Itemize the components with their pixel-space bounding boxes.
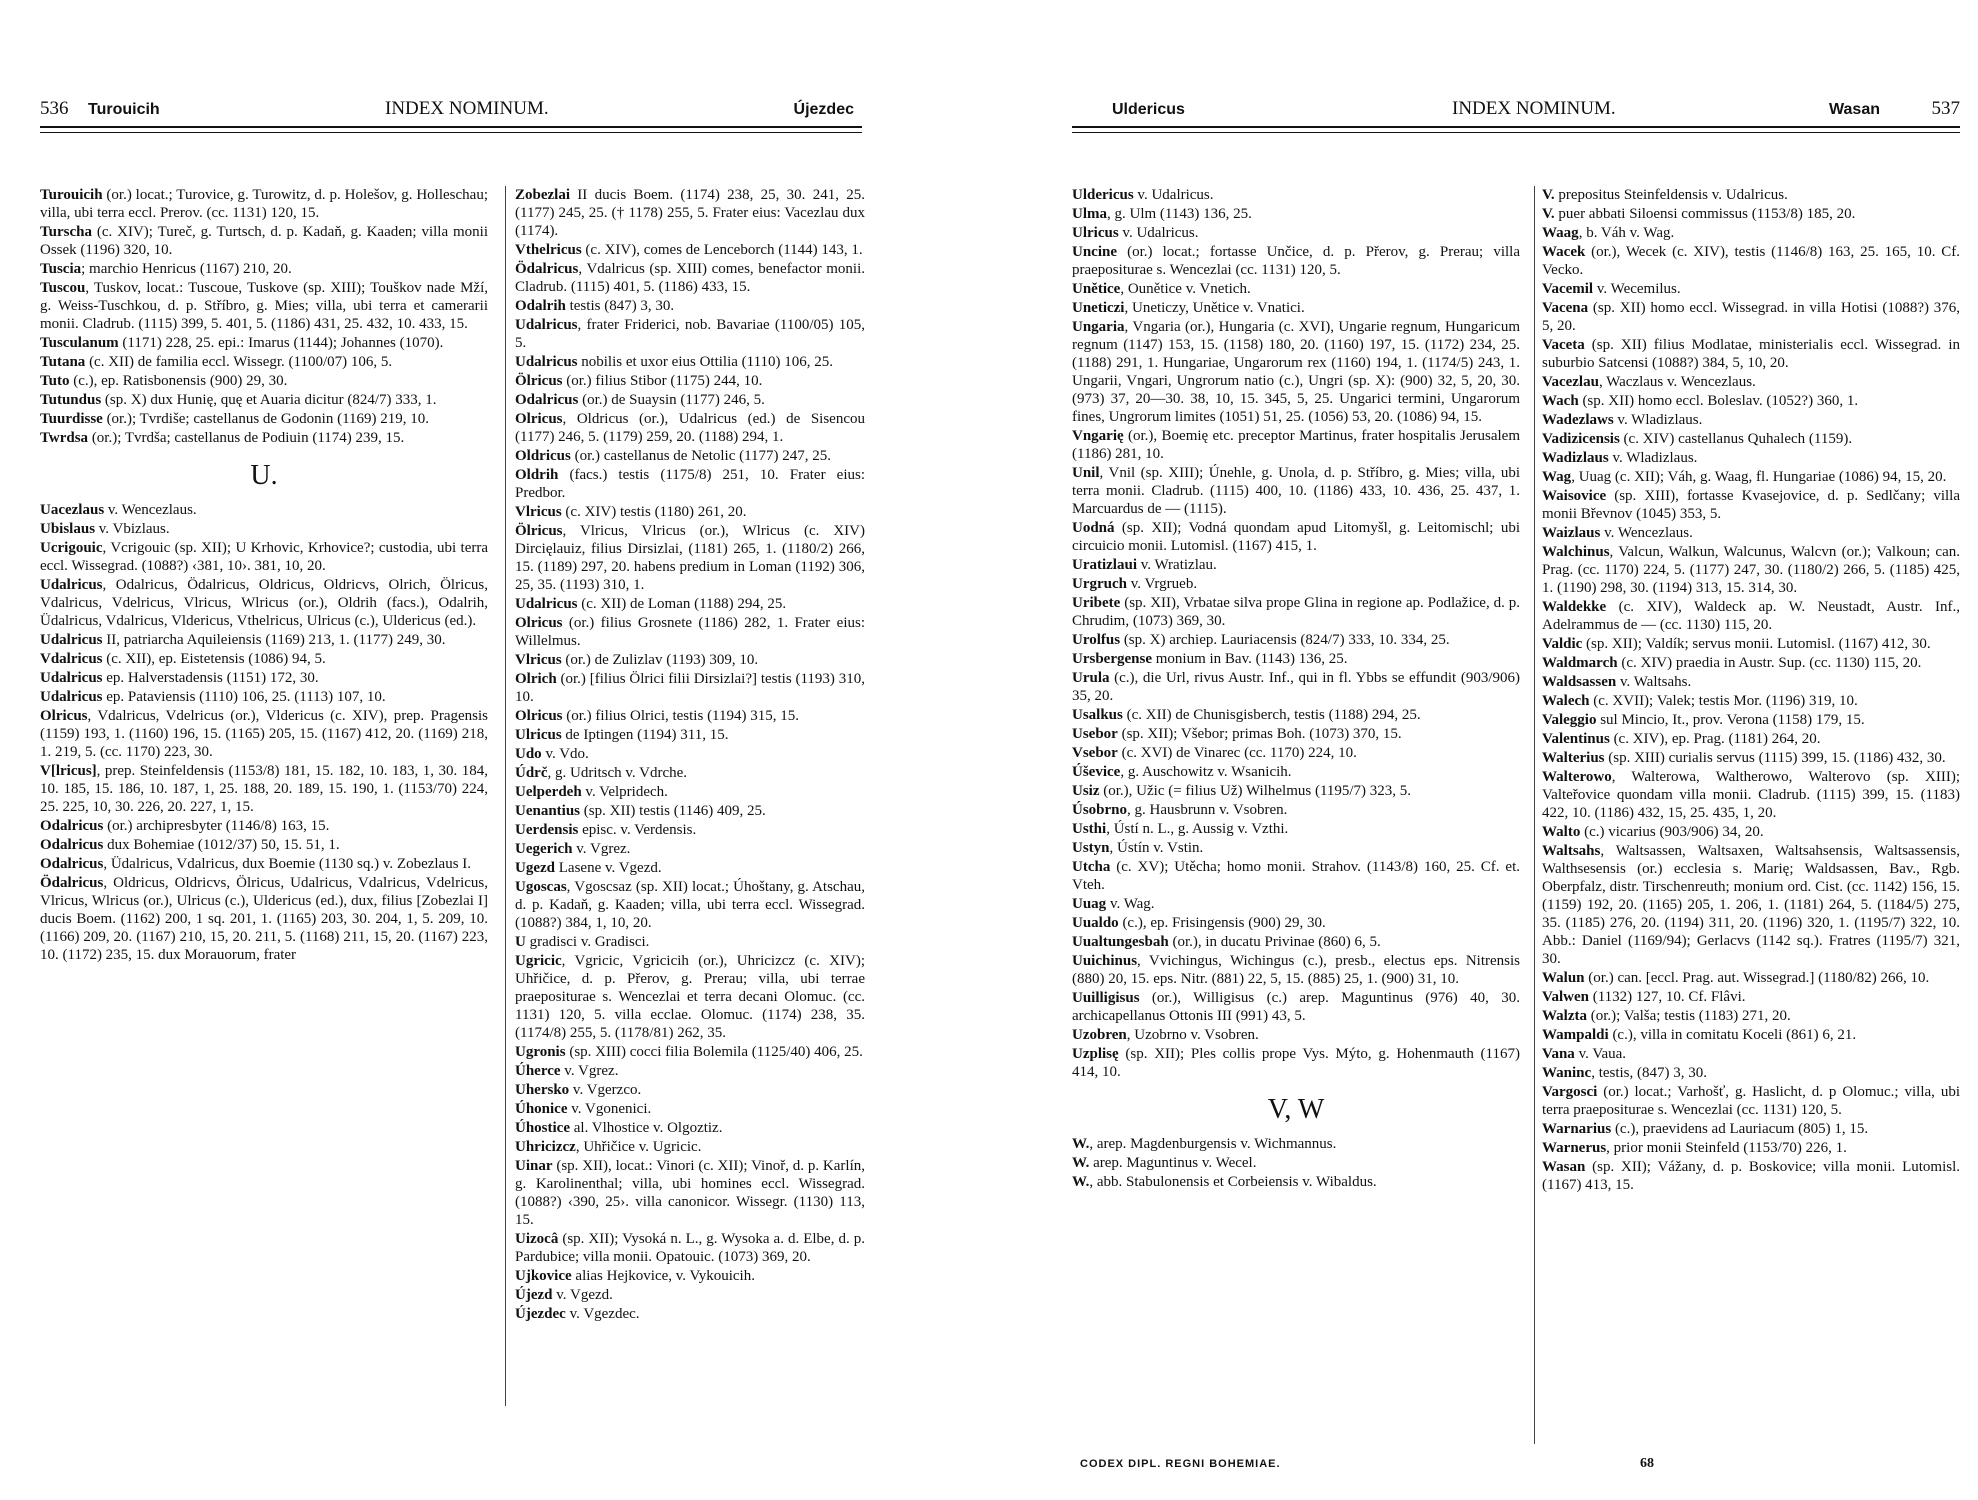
index-entry: Utcha (c. XV); Utěcha; homo monii. Strahov. (1143/8) 160, 25. Cf. et. Vteh. [1072,859,1520,893]
index-entry: Valentinus (c. XIV), ep. Prag. (1181) 264, 20. [1542,731,1821,747]
index-entry: Unětice, Ounětice v. Vnetich. [1072,281,1251,297]
index-entry: Udalricus ep. Pataviensis (1110) 106, 25. (1113) 107, 10. [40,689,386,705]
index-entry: Usiz (or.), Užic (= filius Už) Wilhelmus (1195/7) 323, 5. [1072,783,1412,799]
index-entry: Waldsassen v. Waltsahs. [1542,674,1692,690]
index-entry: Uerdensis episc. v. Verdensis. [515,822,697,838]
index-entry: Warnarius (c.), praevidens ad Lauriacum (805) 1, 15. [1542,1121,1869,1137]
index-entry: Wag, Uuag (c. XII); Váh, g. Waag, fl. Hungariae (1086) 94, 15, 20. [1542,469,1947,485]
index-entry: Vaceta (sp. XII) filius Modlatae, ministerialis eccl. Wissegrad. in suburbio Satcensi (1088?) 384, 5, 10, 20. [1542,337,1960,371]
index-entry: Udalricus ep. Halverstadensis (1151) 172, 30. [40,670,319,686]
index-entry: Oldrih (facs.) testis (1175/8) 251, 10. Frater eius: Predbor. [515,467,865,501]
index-entry: Odalricus, Üdalricus, Vdalricus, dux Boemie (1130 sq.) v. Zobezlaus I. [40,856,472,872]
index-entry: Uribete (sp. XII), Vrbatae silva prope Glina in regione ap. Podlažice, d. p. Chrudim, (1073) 369, 30. [1072,595,1520,629]
index-entry: Vadizicensis (c. XIV) castellanus Quhalech (1159). [1542,431,1853,447]
index-entry: Odalricus (or.) archipresbyter (1146/8) 163, 15. [40,818,330,834]
index-entry: Úsobrno, g. Hausbrunn v. Vsobren. [1072,802,1288,818]
index-entry: Uodná (sp. XII); Vodná quondam apud Litomyšl, g. Leitomischl; ubi circuicio monii. Lutomisl. (1167) 415, 1. [1072,520,1520,554]
index-entry: Ugricic, Vgricic, Vgricicih (or.), Uhricizcz (c. XIV); Uhřičice, d. p. Přerov, g. Prerau; villa, ubi terrae praepositurae s. Wencezlai et terra decani Olomuc. (cc. 1131) 120, 5. villa ecclae. Olomuc. (1174) 238, 35. (1174/8) 255, 5. (1178/81) 262, 35. [515,953,865,1041]
index-entry: Udalricus II, patriarcha Aquileiensis (1169) 213, 1. (1177) 249, 30. [40,632,446,648]
index-entry: Ulma, g. Ulm (1143) 136, 25. [1072,206,1252,222]
right-column-2 [1542,186,1960,1195]
index-entry: V. prepositus Steinfeldensis v. Udalricus. [1542,187,1788,203]
index-entry: Waninc, testis, (847) 3, 30. [1542,1065,1708,1081]
index-entry: Oldricus (or.) castellanus de Netolic (1177) 247, 25. [515,448,832,464]
index-entry: Uuag v. Wag. [1072,896,1155,912]
index-entry: Turscha (c. XIV); Tureč, g. Turtsch, d. p. Kadaň, g. Kaaden; villa monii Ossek (1196) 320, 10. [40,224,488,258]
index-entry: Vsebor (c. XVI) de Vinarec (cc. 1170) 224, 10. [1072,745,1357,761]
index-entry: Ustyn, Ústín v. Vstin. [1072,840,1204,856]
index-entry: W., abb. Stabulonensis et Corbeiensis v. Wibaldus. [1072,1174,1377,1190]
index-entry: Udalricus, frater Friderici, nob. Bavariae (1100/05) 105, 5. [515,317,865,351]
right-page-header [1072,96,1960,128]
index-entry: Ödalricus, Vdalricus (sp. XIII) comes, benefactor monii. Cladrub. (1115) 401, 5. (1186) 433, 15. [515,261,865,295]
index-entry: Ubislaus v. Vbizlaus. [40,521,170,537]
index-entry: Twrdsa (or.); Tvrdša; castellanus de Podiuin (1174) 239, 15. [40,430,405,446]
index-entry: W., arep. Magdenburgensis v. Wichmannus. [1072,1136,1337,1152]
index-entry: Wadezlaws v. Wladizlaus. [1542,412,1703,428]
header-right-word: Újezdec [793,101,854,118]
index-entry: Usebor (sp. XII); Všebor; primas Boh. (1073) 370, 15. [1072,726,1402,742]
index-entry: Ugezd Lasene v. Vgezd. [515,860,662,876]
index-entry: Tuurdisse (or.); Tvrdiše; castellanus de Godonin (1169) 219, 10. [40,411,430,427]
footer-signature: CODEX DIPL. REGNI BOHEMIAE. [1080,1458,1281,1470]
index-entry: Úherce v. Vgrez. [515,1063,619,1079]
header-title: INDEX NOMINUM. [1452,98,1616,119]
index-entry: Ugronis (sp. XIII) cocci filia Bolemila (1125/40) 406, 25. [515,1044,863,1060]
index-entry: Olrich (or.) [filius Ölrici filii Dirsizlai?] testis (1193) 310, 10. [515,671,865,705]
index-entry: Ugoscas, Vgoscsaz (sp. XII) locat.; Úhoštany, g. Atschau, d. p. Kadaň, g. Kaaden; villa, ubi terra eccl. Wissegrad. (1088?) 384, 1, 10, 20. [515,879,865,931]
index-entry: Walun (or.) can. [eccl. Prag. aut. Wissegrad.] (1180/82) 266, 10. [1542,970,1930,986]
index-entry: Ulricus de Iptingen (1194) 311, 15. [515,727,729,743]
index-entry: Walchinus, Valcun, Walkun, Walcunus, Walcvn (or.); Valkoun; can. Prag. (cc. 1170) 224, 5. (1177) 247, 30. (1180/2) 266, 5. (1185) 425, 1. (1190) 298, 30. (1194) 313, 15. 314, 30. [1542,544,1960,596]
index-entry: Uncine (or.) locat.; fortasse Unčice, d. p. Přerov, g. Prerau; villa praepositurae s. Wencezlai (cc. 1131) 120, 5. [1072,244,1520,278]
index-entry: Olricus (or.) filius Olrici, testis (1194) 315, 15. [515,708,799,724]
index-entry: Uhersko v. Vgerzco. [515,1082,642,1098]
index-entry: Úhostice al. Vlhostice v. Olgoztiz. [515,1120,723,1136]
index-entry: Urolfus (sp. X) archiep. Lauriacensis (824/7) 333, 10. 334, 25. [1072,632,1450,648]
left-column-2 [515,186,865,1324]
index-entry: Uelperdeh v. Velpridech. [515,784,668,800]
page-number: 536 [40,98,69,119]
index-entry: Vlricus (or.) de Zulizlav (1193) 309, 10. [515,652,759,668]
index-entry: W. arep. Maguntinus v. Wecel. [1072,1155,1257,1171]
index-entry: Ulricus v. Udalricus. [1072,225,1199,241]
index-entry: Uizocâ (sp. XII); Vysoká n. L., g. Wysoka a. d. Elbe, d. p. Pardubice; villa monii. Opatouic. (1073) 369, 20. [515,1231,865,1265]
index-entry: Ölricus (or.) filius Stibor (1175) 244, 10. [515,373,763,389]
index-entry: Unil, Vnil (sp. XIII); Únehle, g. Unola, d. p. Stříbro, g. Mies; villa, ubi terra monii. Cladrub. (1115) 400, 10. (1186) 433, 10. 436, 25. 437, 1. Marcuardus de — (1115). [1072,465,1520,517]
index-entry: Udalricus, Odalricus, Ödalricus, Oldricus, Oldricvs, Olrich, Ölricus, Vdalricus, Vdelricus, Vlricus, Wlricus (or.), Oldrih (facs.), Odalrih, Üdalricus, Vdalricus, Vldericus, Vthelricus, Ulricus (c.), Uldericus (ed.). [40,577,488,629]
index-entry: Valdic (sp. XII); Valdík; servus monii. Lutomisl. (1167) 412, 30. [1542,636,1931,652]
index-entry: Waltsahs, Waltsassen, Waltsaxen, Waltsahsensis, Waltsassensis, Walthsesensis (or.) ecclesia s. Marię; Waldsassen, Bav., Rgb. Oberpfalz, distr. Tirschenreuth; monium ord. Cist. (cc. 1142) 156, 15. (1159) 192, 20. (1165) 205, 1. 206, 1. (1181) 264, 5. (1184/5) 275, 35. (1185) 276, 20. (1194) 311, 20. (1196) 320, 1. (1195/7) 322, 10. Abb.: Daniel (1169/94); Gerlacvs (1142 sq.). Fratres (1195/7) 321, 30. [1542,843,1960,967]
index-entry: Vlricus (c. XIV) testis (1180) 261, 20. [515,504,747,520]
index-entry: Uinar (sp. XII), locat.: Vinori (c. XII); Vinoř, d. p. Karlín, g. Karolinenthal; villa, ubi homines eccl. Wissegrad. (1088?) ‹390, 25›. villa canonicor. Wissegr. (1130) 113, 15. [515,1158,865,1228]
index-entry: Udo v. Vdo. [515,746,589,762]
column-divider [505,186,506,1406]
index-entry: Tuscia; marchio Henricus (1167) 210, 20. [40,261,292,277]
index-entry: V[lricus], prep. Steinfeldensis (1153/8) 181, 15. 182, 10. 183, 1, 30. 184, 10. 185, 15. 186, 10. 187, 1, 25. 188, 20. 189, 15. 190, 1. (1153/70) 224, 25. 225, 10, 30. 226, 20. 227, 1, 15. [40,763,488,815]
left-column-1 [40,186,488,965]
index-entry: Odalricus dux Bohemiae (1012/37) 50, 15. 51, 1. [40,837,340,853]
index-entry: Waldekke (c. XIV), Waldeck ap. W. Neustadt, Austr. Inf., Adelrammus de — (cc. 1130) 115, 20. [1542,599,1960,633]
index-entry: Uualtungesbah (or.), in ducatu Privinae (860) 6, 5. [1072,934,1381,950]
index-entry: Walto (c.) vicarius (903/906) 34, 20. [1542,824,1764,840]
index-entry: Tuto (c.), ep. Ratisbonensis (900) 29, 30. [40,373,288,389]
index-entry: Uneticzi, Uneticzy, Unětice v. Vnatici. [1072,300,1305,316]
right-column-1 [1072,186,1520,1192]
index-entry: Uhricizcz, Uhřičice v. Ugricic. [515,1139,702,1155]
index-entry: Uacezlaus v. Wencezlaus. [40,502,197,518]
index-entry: Waldmarch (c. XIV) praedia in Austr. Sup. (cc. 1130) 115, 20. [1542,655,1922,671]
index-entry: Wacek (or.), Wecek (c. XIV), testis (1146/8) 163, 25. 165, 10. Cf. Vecko. [1542,244,1960,278]
index-entry: Uegerich v. Vgrez. [515,841,631,857]
left-page-header [40,96,862,128]
header-right-word: Wasan [1829,101,1880,118]
index-entry: U gradisci v. Gradisci. [515,934,650,950]
right-page [1040,0,1978,1500]
index-entry: Udalricus nobilis et uxor eius Ottilia (1110) 106, 25. [515,354,834,370]
index-entry: Wadizlaus v. Wladizlaus. [1542,450,1698,466]
index-entry: Úševice, g. Auschowitz v. Wsanicih. [1072,764,1292,780]
index-entry: Uuichinus, Vvichingus, Wichingus (c.), presb., electus eps. Nitrensis (880) 20, 15. eps. Nitr. (881) 22, 5, 15. (885) 25, 1. (900) 31, 10. [1072,953,1520,987]
index-entry: Wasan (sp. XII); Vážany, d. p. Boskovice; villa monii. Lutomisl. (1167) 413, 15. [1542,1159,1960,1193]
index-entry: Uratizlaui v. Wratizlau. [1072,557,1217,573]
index-entry: Wach (sp. XII) homo eccl. Boleslav. (1052?) 360, 1. [1542,393,1859,409]
section-letter-u: U. [250,460,278,491]
index-entry: Vargosci (or.) locat.; Varhošť, g. Haslicht, d. p Olomuc.; villa, ubi terra praepositurae s. Wencezlai (cc. 1131) 120, 5. [1542,1084,1960,1118]
index-entry: Uenantius (sp. XII) testis (1146) 409, 25. [515,803,766,819]
index-entry: Urgruch v. Vrgrueb. [1072,576,1198,592]
index-entry: Vana v. Vaua. [1542,1046,1627,1062]
index-entry: Újezdec v. Vgezdec. [515,1306,640,1322]
index-entry: V. puer abbati Siloensi commissus (1153/8) 185, 20. [1542,206,1856,222]
index-entry: Ödalricus, Oldricus, Oldricvs, Ölricus, Udalricus, Vdalricus, Vdelricus, Vlricus, Wlricus (or.), Ulricus (c.), Uldericus (ed.), dux, filius [Zobezlai I] ducis Boem. (1162) 200, 1 sq. 201, 1. (1165) 203, 30. 204, 1, 5. 209, 10. (1166) 209, 20. (1167) 210, 15, 20. 211, 5. (1168) 211, 15, 20. (1167) 223, 10. (1172) 235, 15. dux Morauorum, frater [40,875,488,963]
index-entry: Turouicih (or.) locat.; Turovice, g. Turowitz, d. p. Holešov, g. Holleschau; villa, ubi terra eccl. Prerov. (cc. 1131) 120, 15. [40,187,488,221]
index-entry: Waag, b. Váh v. Wag. [1542,225,1675,241]
index-entry: Olricus, Oldricus (or.), Udalricus (ed.) de Sisencou (1177) 246, 5. (1179) 259, 20. (1188) 294, 1. [515,411,865,445]
index-entry: Uzplisę (sp. XII); Ples collis prope Vys. Mýto, g. Hohenmauth (1167) 414, 10. [1072,1046,1520,1080]
index-entry: Uuilligisus (or.), Willigisus (c.) arep. Maguntinus (976) 40, 30. archicapellanus Ottonis III (991) 43, 5. [1072,990,1520,1024]
header-title: INDEX NOMINUM. [385,98,549,119]
left-page [0,0,950,1500]
index-entry: Valeggio sul Mincio, It., prov. Verona (1158) 179, 15. [1542,712,1865,728]
index-entry: Wampaldi (c.), villa in comitatu Koceli (861) 6, 21. [1542,1027,1857,1043]
index-entry: Valwen (1132) 127, 10. Cf. Flâvi. [1542,989,1746,1005]
footer-sheet-number: 68 [1640,1456,1654,1471]
index-entry: Tutana (c. XII) de familia eccl. Wissegr. (1100/07) 106, 5. [40,354,393,370]
index-entry: Vdalricus (c. XII), ep. Eistetensis (1086) 94, 5. [40,651,326,667]
index-entry: Urula (c.), die Url, rivus Austr. Inf., qui in fl. Ybbs se effundit (903/906) 35, 20. [1072,670,1520,704]
header-left-word: Uldericus [1112,101,1185,118]
index-entry: Odalrih testis (847) 3, 30. [515,298,675,314]
index-entry: Vacemil v. Wecemilus. [1542,281,1681,297]
header-left-word: Turouicih [88,101,160,118]
index-entry: Waizlaus v. Wencezlaus. [1542,525,1693,541]
index-entry: Uldericus v. Udalricus. [1072,187,1214,203]
index-entry: Walterowo, Walterowa, Waltherowo, Walterovo (sp. XIII); Valteřovice quondam villa monii. Cladrub. (1115) 399, 15. (1183) 422, 10. (1186) 432, 15, 25. 435, 1, 20. [1542,769,1960,821]
index-entry: Tuscou, Tuskov, locat.: Tuscoue, Tuskove (sp. XIII); Touškov nade Mží, g. Weiss-Tuschkou, d. p. Stříbro, g. Mies; villa, ubi terra et camerarii monii. Cladrub. (1115) 399, 5. 401, 5. (1186) 431, 25. 432, 10. 433, 15. [40,280,488,332]
index-entry: Warnerus, prior monii Steinfeld (1153/70) 226, 1. [1542,1140,1847,1156]
index-entry: Odalricus (or.) de Suaysin (1177) 246, 5. [515,392,765,408]
section-letter-vw: V, W [1267,1094,1325,1125]
index-entry: Úhonice v. Vgonenici. [515,1101,652,1117]
index-entry: Olricus (or.) filius Grosnete (1186) 282, 1. Frater eius: Willelmus. [515,615,865,649]
index-entry: Vacezlau, Waczlaus v. Wencezlaus. [1542,374,1756,390]
index-entry: Ujkovice alias Hejkovice, v. Vykouicih. [515,1268,755,1284]
index-entry: Vacena (sp. XII) homo eccl. Wissegrad. in villa Hotisi (1088?) 376, 5, 20. [1542,300,1960,334]
index-entry: Ungaria, Vngaria (or.), Hungaria (c. XVI), Ungarie regnum, Hungaricum regnum (1147) 153, 15. (1158) 180, 20. (1160) 197, 15. (1172) 234, 25. (1188) 291, 1. Hungariae, Ungarorum rex (1160) 194, 1. (1174/5) 243, 1. Ungarii, Vngari, Ungrorum natio (c.), Ungri (sp. X): (900) 32, 5, 20, 30. (973) 37, 20—30. 38, 10, 15. 345, 5, 25. Ungarici termini, Ungarorum fines, Ungrorum limites (1051) 51, 25. (1056) 53, 20. (1086) 94, 15. [1072,319,1520,425]
index-entry: Ursbergense monium in Bav. (1143) 136, 25. [1072,651,1348,667]
index-entry: Ölricus, Vlricus, Vlricus (or.), Wlricus (c. XIV) Dircięlauiz, filius Dirsizlai, (1181) 265, 1. (1180/2) 266, 15. (1189) 297, 20. habens predium in Loman (1192) 306, 25, 35. (1193) 310, 1. [515,523,865,593]
index-entry: Údrč, g. Udritsch v. Vdrche. [515,765,688,781]
index-entry: Waisovice (sp. XIII), fortasse Kvasejovice, d. p. Sedlčany; villa monii Břevnov (1045) 353, 5. [1542,488,1960,522]
index-entry: Usalkus (c. XII) de Chunisgisberch, testis (1188) 294, 25. [1072,707,1421,723]
index-entry: Ucrigouic, Vcrigouic (sp. XII); U Krhovic, Krhovice?; custodia, ubi terra eccl. Wissegrad. (1088?) ‹381, 10›. 381, 10, 20. [40,540,488,574]
index-entry: Usthi, Ústí n. L., g. Aussig v. Vzthi. [1072,821,1289,837]
page-number: 537 [1931,98,1960,119]
index-entry: Vthelricus (c. XIV), comes de Lenceborch (1144) 143, 1. [515,242,863,258]
index-entry: Zobezlai II ducis Boem. (1174) 238, 25, 30. 241, 25. (1177) 245, 25. († 1178) 255, 5. Frater eius: Vacezlau dux (1174). [515,187,865,239]
index-entry: Uualdo (c.), ep. Frisingensis (900) 29, 30. [1072,915,1326,931]
index-entry: Tusculanum (1171) 228, 25. epi.: Imarus (1144); Johannes (1070). [40,335,444,351]
index-entry: Vngarię (or.), Boemię etc. preceptor Martinus, frater hospitalis Jerusalem (1186) 281, 10. [1072,428,1520,462]
index-entry: Uzobren, Uzobrno v. Vsobren. [1072,1027,1259,1043]
index-entry: Walech (c. XVII); Valek; testis Mor. (1196) 319, 10. [1542,693,1858,709]
index-entry: Walterius (sp. XIII) curialis servus (1115) 399, 15. (1186) 432, 30. [1542,750,1946,766]
index-entry: Walzta (or.); Valša; testis (1183) 271, 20. [1542,1008,1791,1024]
column-divider [1534,186,1535,1444]
index-entry: Olricus, Vdalricus, Vdelricus (or.), Vldericus (c. XIV), prep. Pragensis (1159) 193, 1. (1160) 196, 15. (1165) 205, 15. (1167) 412, 20. (1169) 218, 1. 219, 5. (cc. 1170) 223, 30. [40,708,488,760]
index-entry: Újezd v. Vgezd. [515,1287,613,1303]
index-entry: Udalricus (c. XII) de Loman (1188) 294, 25. [515,596,787,612]
index-entry: Tutundus (sp. X) dux Hunię, quę et Auaria dicitur (824/7) 333, 1. [40,392,437,408]
